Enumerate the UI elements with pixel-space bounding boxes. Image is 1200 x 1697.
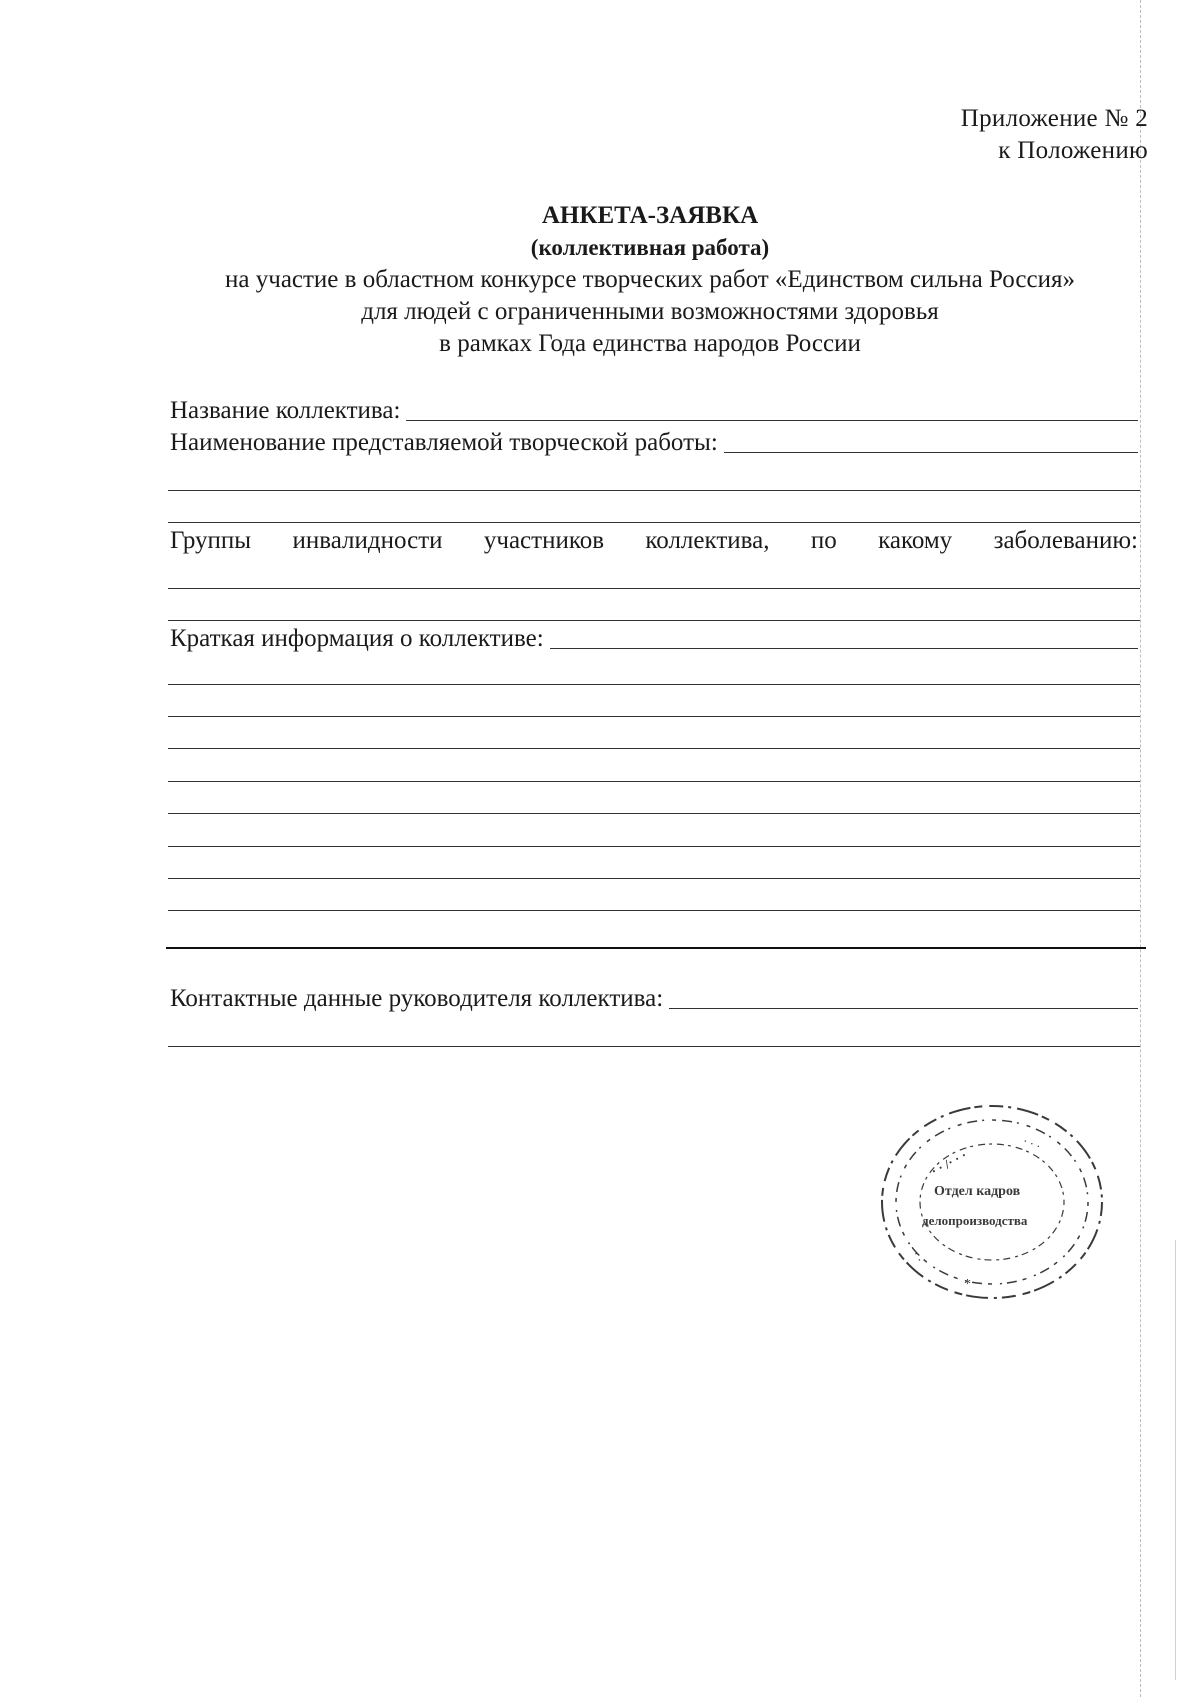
work-name-field[interactable] — [724, 451, 1138, 453]
contacts-field-line[interactable] — [168, 1046, 1140, 1047]
disability-label-word: коллектива, — [645, 527, 770, 554]
disability-field-line[interactable] — [168, 620, 1140, 621]
disability-label-word: Группы — [170, 527, 252, 554]
svg-text:· · ·: · · · — [905, 1242, 927, 1266]
heading-line-audience: для людей с ограниченными возможностями здоровья — [361, 298, 939, 325]
svg-text:· · ·: · · · — [1020, 1133, 1043, 1154]
collective-name-row — [170, 396, 1138, 426]
brief-info-field-line[interactable] — [168, 878, 1140, 879]
contacts-row — [170, 984, 1138, 1014]
brief-info-field-line[interactable] — [168, 748, 1140, 749]
form-subtitle: (коллективная работа) — [530, 235, 770, 260]
disability-field-line[interactable] — [168, 588, 1140, 589]
disability-label — [170, 526, 1138, 556]
work-name-field-line[interactable] — [168, 522, 1140, 523]
brief-info-field-line[interactable] — [168, 781, 1140, 782]
collective-name-label: Название коллектива: — [170, 397, 401, 424]
stamp-line-1: Отдел кадров — [934, 1184, 1021, 1199]
brief-info-label: Краткая информация о коллективе: — [170, 625, 544, 652]
work-name-label: Наименование представляемой творческой работы: — [170, 429, 718, 456]
brief-info-field-line[interactable] — [168, 910, 1140, 911]
brief-info-field-line[interactable] — [168, 684, 1140, 685]
appendix-note — [961, 103, 1148, 167]
contacts-label: Контактные данные руководителя коллектива: — [170, 985, 664, 1012]
svg-text:· · /· · ·: · · /· · · — [928, 1147, 970, 1179]
section-divider — [166, 947, 1146, 949]
form-title: АНКЕТА-ЗАЯВКА — [541, 202, 759, 229]
stamp-line-2: делопроизводства — [922, 1213, 1028, 1228]
contacts-field[interactable] — [669, 1007, 1138, 1009]
collective-name-field[interactable] — [406, 419, 1138, 421]
svg-text:*: * — [964, 1277, 971, 1292]
disability-label-word: заболеванию: — [993, 527, 1138, 554]
form-heading — [160, 200, 1140, 360]
scan-edge-line — [1140, 0, 1142, 1697]
work-name-field-line[interactable] — [168, 490, 1140, 491]
heading-line-contest: на участие в областном конкурсе творческих работ «Единством сильна Россия» — [225, 266, 1075, 293]
disability-label-word: инвалидности — [292, 527, 443, 554]
work-name-row — [170, 428, 1138, 458]
brief-info-row — [170, 624, 1138, 654]
heading-line-year: в рамках Года единства народов России — [439, 330, 861, 357]
brief-info-field-line[interactable] — [168, 846, 1140, 847]
office-stamp — [872, 1098, 1112, 1308]
appendix-reference: к Положению — [998, 137, 1148, 164]
brief-info-field-line[interactable] — [168, 813, 1140, 814]
brief-info-field-line[interactable] — [168, 716, 1140, 717]
disability-label-word: по — [810, 527, 837, 554]
appendix-number: Приложение № 2 — [960, 105, 1148, 132]
disability-label-word: какому — [878, 527, 953, 554]
disability-label-word: участников — [483, 527, 605, 554]
brief-info-field[interactable] — [550, 647, 1138, 649]
scan-edge-line-lower — [1175, 1240, 1177, 1680]
